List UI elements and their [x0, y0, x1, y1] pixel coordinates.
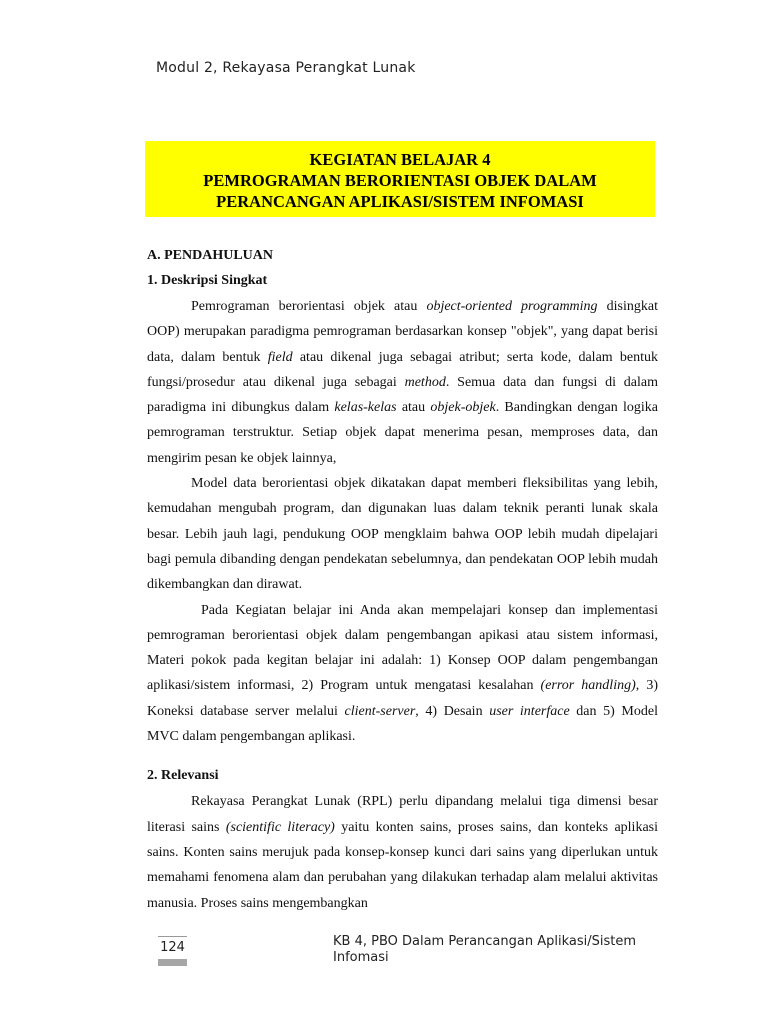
- footer-bar: [158, 959, 187, 966]
- paragraph-learning-scope: Pada Kegiatan belajar ini Anda akan mempelajari konsep dan implementasi pemrograman berorientasi objek dalam pengembangan apikasi atau sistem informasi, Materi pokok pada kegitan belajar ini adalah: 1) Konsep OOP dalam pengembangan aplikasi/sistem informasi, 2) Program untuk mengatasi kesalahan (error handling), 3) Koneksi database server melalui client-server, 4) Desain user interface dan 5) Model MVC dalam pengembangan aplikasi.: [147, 602, 658, 745]
- chapter-title-box: [145, 141, 655, 217]
- footer-title: KB 4, PBO Dalam Perancangan Aplikasi/Sistem Infomasi: [333, 934, 637, 965]
- paragraph-oop-model: Model data berorientasi objek dikatakan dapat memberi fleksibilitas yang lebih, kemudahan mengubah program, dan digunakan luas dalam teknik peranti lunak skala besar. Lebih jauh lagi, pendukung OOP mengklaim bahwa OOP lebih mudah dipelajari bagi pemula dibanding dengan pendekatan sebelumnya, dan pendekatan OOP lebih mudah dikembangkan dan dirawat.: [147, 476, 658, 593]
- subsection-heading-relevance: 2. Relevansi: [147, 768, 219, 784]
- paragraph-oop-definition: Pemrograman berorientasi objek atau object-oriented programming disingkat OOP) merupakan paradigma pemrograman berdasarkan konsep "objek", yang dapat berisi data, dalam bentuk field atau dikenal juga sebagai atribut; serta kode, dalam bentuk fungsi/prosedur atau dikenal juga sebagai method. Semua data dan fungsi di dalam paradigma ini dibungkus dalam kelas-kelas atau objek-objek. Bandingkan dengan logika pemrograman terstruktur. Setiap objek dapat menerima pesan, memproses data, dan mengirim pesan ke objek lainnya,: [147, 299, 659, 466]
- running-header: Modul 2, Rekayasa Perangkat Lunak: [156, 60, 416, 76]
- subsection-heading-description: 1. Deskripsi Singkat: [147, 273, 268, 288]
- chapter-title-line-1: KEGIATAN BELAJAR 4: [309, 150, 491, 169]
- section-heading: A. PENDAHULUAN: [147, 248, 273, 263]
- page-number: 124: [160, 940, 185, 955]
- chapter-title-line-2: PEMROGRAMAN BERORIENTASI OBJEK DALAM: [203, 171, 597, 190]
- paragraph-relevance: Rekayasa Perangkat Lunak (RPL) perlu dipandang melalui tiga dimensi besar literasi sains (scientific literacy) yaitu konten sains, proses sains, dan konteks aplikasi sains. Konten sains merujuk pada konsep-konsep kunci dari sains yang diperlukan untuk memahami fenomena alam dan perubahan yang dilakukan terhadap alam melalui aktivitas manusia. Proses sains mengembangkan: [147, 794, 658, 911]
- chapter-title-line-3: PERANCANGAN APLIKASI/SISTEM INFOMASI: [216, 192, 584, 211]
- main-content: [147, 243, 658, 916]
- footer-page-number: [158, 936, 187, 966]
